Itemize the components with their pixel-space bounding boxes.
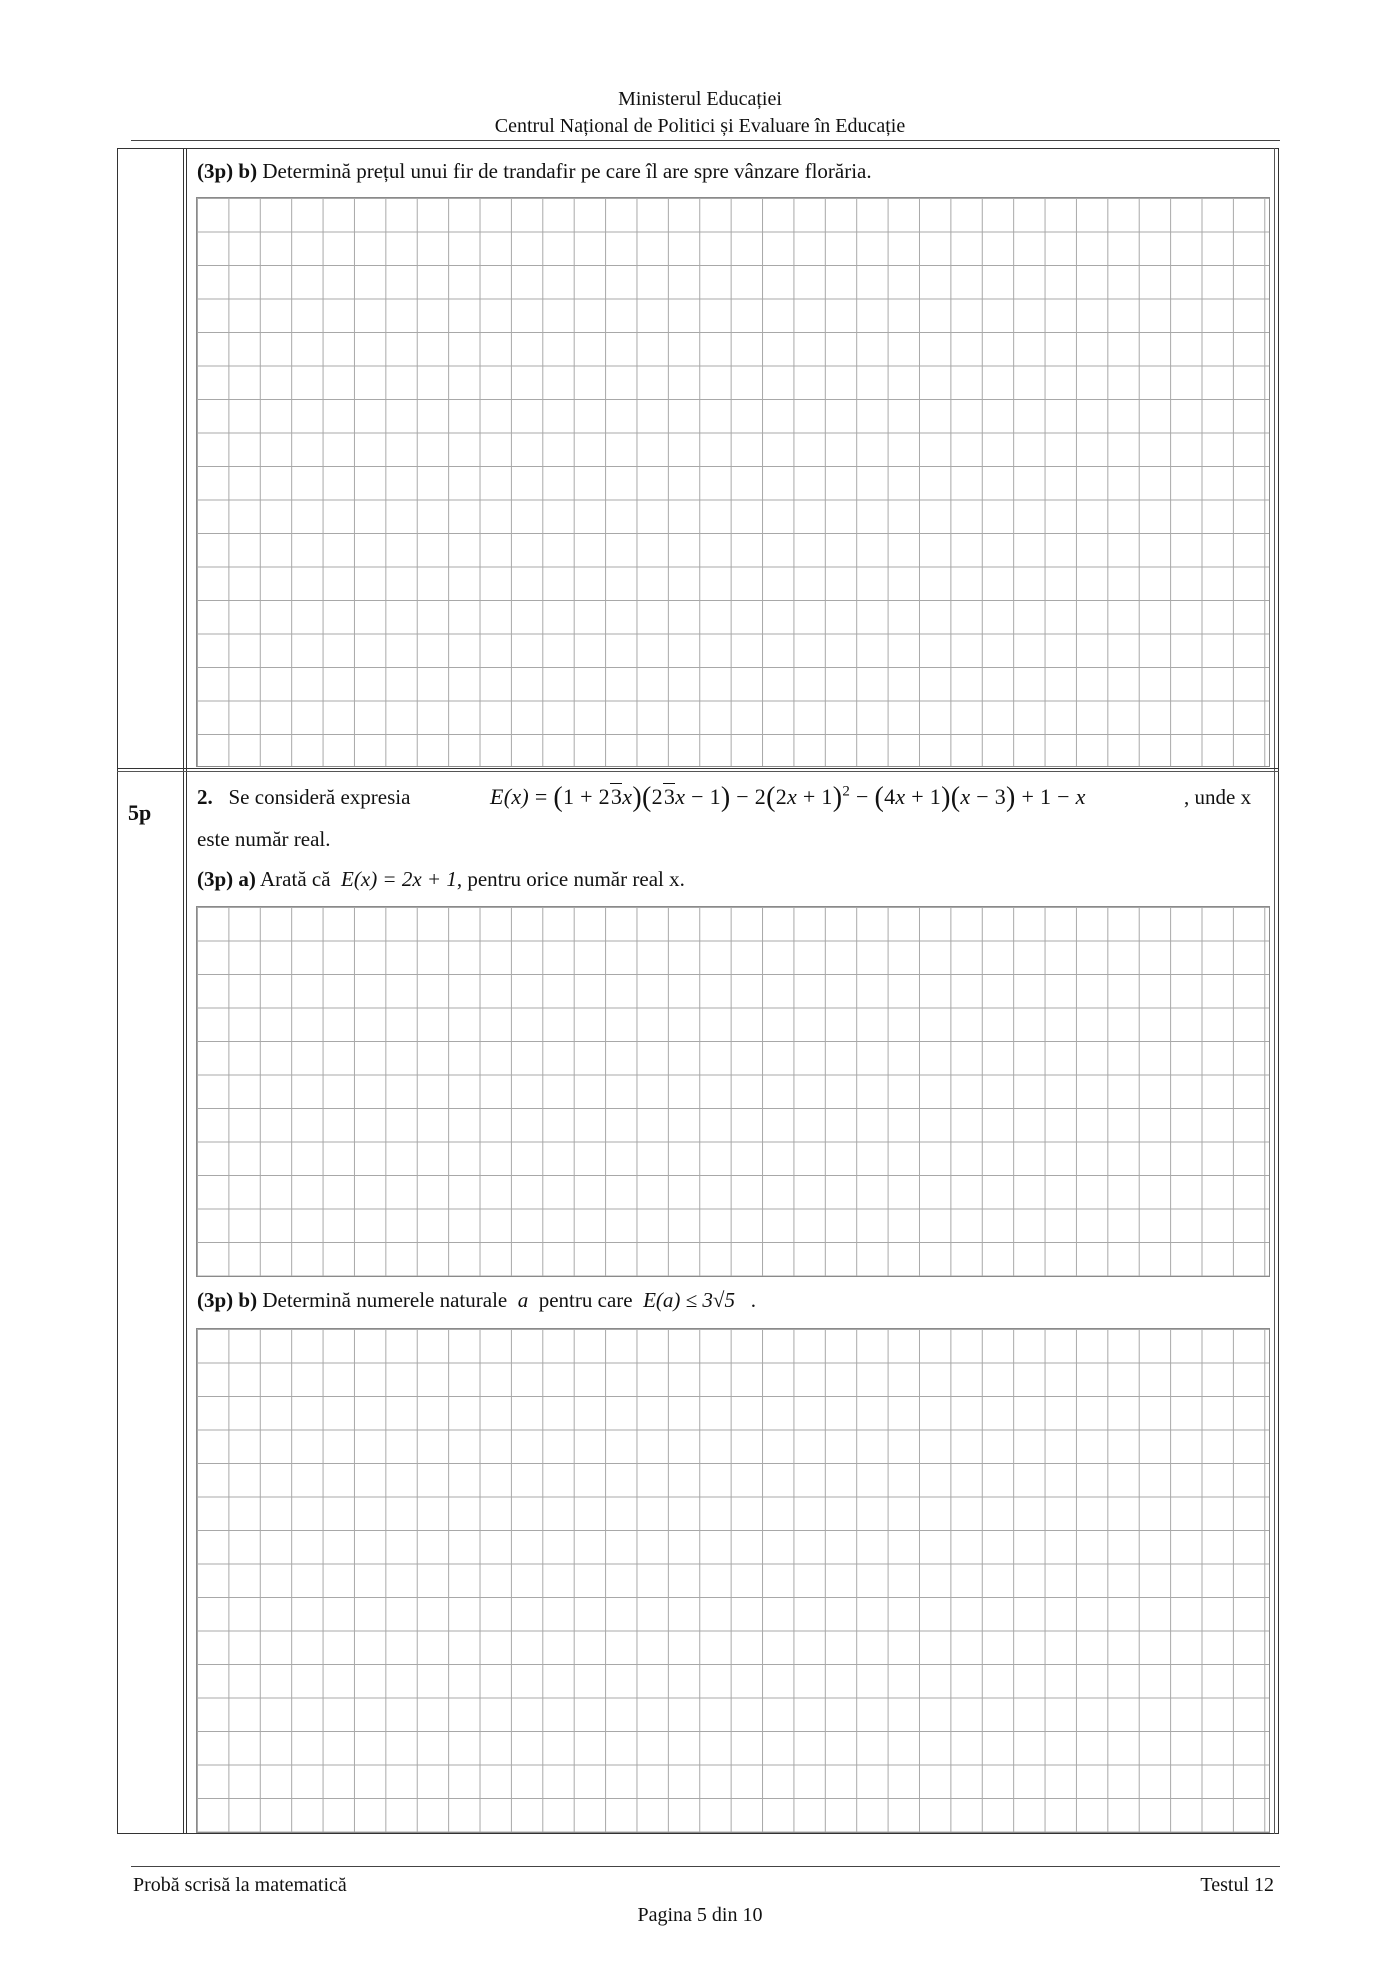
- footer-subject: Probă scrisă la matematică: [133, 1874, 347, 1896]
- part-b-text-mid: pentru care: [538, 1288, 633, 1312]
- score-label: 5p: [128, 800, 152, 825]
- points-label: (3p): [197, 159, 234, 183]
- header-ministry: Ministerul Educației: [618, 88, 782, 110]
- score-column-divider: [183, 148, 187, 1834]
- answer-grid-part-a[interactable]: [196, 906, 1270, 1277]
- header-center: Centrul Național de Politici și Evaluare în Educație: [494, 115, 906, 137]
- part-a-text-before: Arată că: [260, 867, 331, 891]
- footer-page-number: Pagina 5 din 10: [637, 1904, 763, 1926]
- part-text: Determină prețul unui fir de trandafir pe care îl are spre vânzare florăria.: [262, 159, 872, 183]
- points-label: (3p): [197, 867, 234, 891]
- part-letter: b): [238, 1288, 258, 1312]
- exercise2-intro: [197, 785, 410, 810]
- footer-rule: [131, 1866, 1280, 1867]
- part-a-text-after: , pentru orice număr real x.: [456, 867, 685, 891]
- part-b-text-before: Determină numerele naturale: [262, 1288, 508, 1312]
- part-b-prompt: [197, 1288, 756, 1313]
- footer-test-number: Testul 12: [1200, 1874, 1274, 1896]
- exercise2-intro-cont: este număr real.: [197, 827, 331, 851]
- part-letter: b): [238, 159, 258, 183]
- part-letter: a): [238, 867, 256, 891]
- part-b-formula: E(a) ≤ 3√5: [643, 1288, 735, 1312]
- row-divider: [117, 768, 1279, 772]
- part-b-var: a: [517, 1288, 529, 1312]
- points-label: (3p): [197, 1288, 234, 1312]
- answer-grid-part-b[interactable]: [196, 1328, 1270, 1833]
- expr-lhs: E(x): [490, 784, 530, 809]
- prev-part-b-prompt: [197, 159, 872, 184]
- part-a-prompt: [197, 867, 685, 892]
- table-right-inner-border: [1274, 148, 1275, 1834]
- part-a-formula: E(x) = 2x + 1: [341, 867, 457, 891]
- expression-E: $E(x) = (1 + 23x)(23x - 1) - 2(2x + 1)^2 - (4x + 1)(x - 3) + 1 - x$: [490, 782, 1086, 813]
- answer-grid-prev-b[interactable]: [196, 197, 1270, 767]
- exercise-number: 2.: [197, 785, 213, 809]
- page-header: [0, 86, 1400, 140]
- part-b-text-after: .: [750, 1288, 756, 1312]
- header-rule: [131, 140, 1280, 141]
- expr-tail: , unde x: [1184, 785, 1252, 809]
- exercise-intro-text: Se consideră expresia: [228, 785, 411, 809]
